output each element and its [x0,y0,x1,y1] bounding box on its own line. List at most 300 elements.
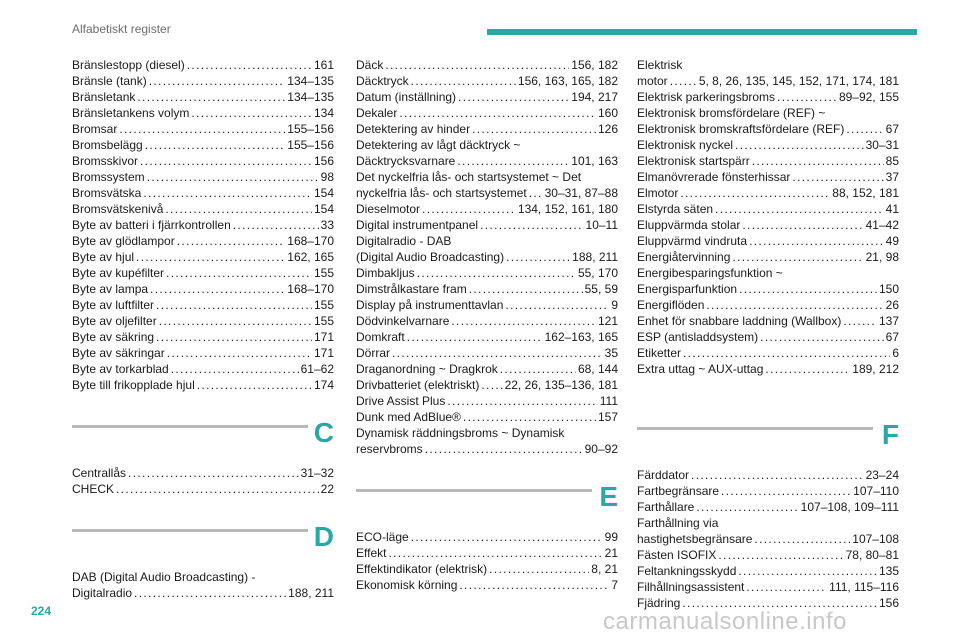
index-entry[interactable] [356,265,618,281]
header-title: Alfabetiskt register [72,22,171,36]
entry-pages: 41 [885,202,899,216]
dot-leader [150,281,285,297]
dot-leader [739,281,877,297]
entry-term: Byte av säkringar [72,346,165,360]
entry-term: Digital instrumentpanel [356,218,479,232]
section-header-e [356,479,618,523]
entry-term: Farthållare [637,500,695,514]
entry-term: Effektindikator (elektrisk) [356,562,488,576]
entry-term: Effekt [356,546,387,560]
dot-leader [752,153,884,169]
dot-leader [116,481,319,497]
dot-leader [458,89,569,105]
dot-leader [754,531,850,547]
index-entry[interactable] [72,73,334,89]
entry-pages: 111, 115–116 [829,580,899,594]
entry-pages: 154 [313,202,334,216]
entry-pages: 41–42 [865,218,899,232]
index-entry[interactable] [356,217,618,233]
entry-pages: 162, 165 [287,250,334,264]
dot-leader [670,73,697,89]
entry-pages: 154 [313,186,334,200]
entry-term: Dödvinkelvarnare [356,314,450,328]
index-entry[interactable] [356,57,618,73]
entry-pages: 161 [313,58,334,72]
index-entry[interactable] [356,281,618,297]
entry-pages: 194, 217 [571,90,618,104]
entry-pages: 188, 211 [572,250,618,264]
entry-term: Byte av säkring [72,330,155,344]
entry-term: Bromsvätska [72,186,142,200]
index-entry[interactable] [72,105,334,121]
dot-leader [167,345,312,361]
dot-leader [457,153,569,169]
dot-leader [417,265,576,281]
index-entry[interactable] [72,313,334,329]
dot-leader [749,233,884,249]
entry-term: Byte av oljefilter [72,314,157,328]
index-entry[interactable] [72,57,334,73]
index-entry[interactable] [72,217,334,233]
dot-leader [159,313,312,329]
index-entry[interactable] [72,345,334,361]
entry-list-c [72,465,334,497]
entry-pages: 22 [320,482,334,496]
index-entry[interactable] [637,153,899,169]
entry-term: Digitalradio [72,586,133,600]
entry-term: Byte av hjul [72,250,135,264]
index-entry[interactable] [356,545,618,561]
entry-pages: 134 [313,106,334,120]
dot-leader [143,185,312,201]
index-entry[interactable] [356,577,618,593]
index-entry[interactable] [637,313,899,329]
index-entry[interactable] [637,249,899,265]
entry-term: Datum (inställning) [356,90,457,104]
entry-term: Eluppvärmd vindruta [637,234,748,248]
dot-leader [846,121,883,137]
index-entry[interactable] [637,137,899,153]
entry-term: Eluppvärmda stolar [637,218,741,232]
entry-term: (Digital Audio Broadcasting) [356,250,505,264]
section-letter: C [313,417,334,448]
entry-pages: 155 [313,314,334,328]
entry-pages: 155–156 [287,122,334,136]
index-entry[interactable] [356,345,618,361]
entry-pages: 35 [604,346,618,360]
index-entry[interactable] [356,185,618,201]
entry-pages: 98 [320,170,334,184]
dot-leader [134,585,286,601]
entry-pages: 134–135 [287,74,334,88]
entry-pages: 55, 170 [577,266,618,280]
dot-leader [706,297,883,313]
dot-leader [191,105,312,121]
index-entry[interactable] [637,185,899,201]
entry-term: Byte av lampa [72,282,149,296]
dot-leader [145,137,286,153]
index-entry[interactable] [356,361,618,377]
index-column-2 [356,57,618,593]
index-entry[interactable] [637,467,899,483]
index-entry[interactable] [637,297,899,313]
index-entry[interactable] [72,297,334,313]
index-entry[interactable] [356,249,618,265]
dot-leader [683,345,890,361]
entry-term: Dekaler [356,106,398,120]
entry-list-e [356,529,618,593]
entry-term: Elstyrda säten [637,202,714,216]
entry-term: Detektering av hinder [356,122,471,136]
entry-term: Däck [356,58,384,72]
entry-term: ECO-läge [356,530,409,544]
dot-leader [156,297,312,313]
entry-term: Etiketter [637,346,682,360]
dot-leader [696,499,798,515]
entry-pages: 6 [892,346,899,360]
header-accent-bar [487,29,917,35]
dot-leader [680,185,830,201]
entry-term: Däcktrycksvarnare [356,154,456,168]
dot-leader [691,467,864,483]
entry-term: Centrallås [72,466,127,480]
entry-term: Bromssystem [72,170,145,184]
index-entry[interactable] [72,377,334,393]
index-entry[interactable] [637,73,899,89]
entry-term: Energisparfunktion [637,282,738,296]
dot-leader [459,577,609,593]
entry-line: DAB (Digital Audio Broadcasting) - [72,570,256,584]
section-header-f [637,417,899,461]
section-letter: E [599,481,618,512]
index-entry[interactable] [637,329,899,345]
entry-pages: 157 [597,410,618,424]
dot-leader [472,121,596,137]
entry-pages: 107–108 [852,532,899,546]
dot-leader [422,201,516,217]
index-entry[interactable] [356,561,618,577]
entry-pages: 189, 212 [852,362,899,376]
dot-leader [765,361,850,377]
watermark: carmanualsonline.info [603,608,847,635]
dot-leader [149,73,286,89]
dot-leader [760,329,883,345]
dot-leader [171,361,299,377]
entry-line: Farthållning via [637,516,719,530]
entry-line: Energibesparingsfunktion ~ [637,266,783,280]
entry-pages: 150 [878,282,899,296]
entry-pages: 171 [313,346,334,360]
entry-pages: 126 [597,122,618,136]
entry-term: motor [637,74,668,88]
entry-line: Det nyckelfria lås- och startsystemet ~ Det [356,170,582,184]
entry-pages: 68, 144 [577,362,618,376]
dot-leader [392,345,603,361]
entry-pages: 61–62 [300,362,334,376]
entry-term: Bränsle (tank) [72,74,147,88]
entry-term: Fästen ISOFIX [637,548,717,562]
entry-term: Display på instrumenttavlan [356,298,504,312]
index-entry[interactable] [356,441,618,457]
entry-term: Extra uttag ~ AUX-uttag [637,362,764,376]
entry-term: Drive Assist Plus [356,394,446,408]
entry-term: Energiåtervinning [637,250,731,264]
dot-leader [463,409,596,425]
index-entry[interactable] [356,409,618,425]
dot-leader [843,313,877,329]
entry-term: Byte av torkarblad [72,362,169,376]
index-entry[interactable] [72,201,334,217]
entry-term: Byte av kupéfilter [72,266,165,280]
entry-term: Dimbakljus [356,266,415,280]
entry-term: hastighetsbegränsare [637,532,753,546]
entry-term: Byte av glödlampor [72,234,175,248]
entry-pages: 8, 21 [591,562,618,576]
entry-pages: 160 [597,106,618,120]
entry-term: Draganordning ~ Dragkrok [356,362,498,376]
entry-term: Ekonomisk körning [356,578,458,592]
index-entry[interactable] [637,121,899,137]
index-entry[interactable] [356,121,618,137]
index-entry[interactable] [356,89,618,105]
index-entry[interactable] [72,89,334,105]
entry-term: Däcktryck [356,74,409,88]
entry-term: Byte av luftfilter [72,298,155,312]
entry-line: Digitalradio - DAB [356,234,452,248]
page-number: 224 [31,604,52,618]
section-header-d [72,519,334,563]
index-entry[interactable] [72,361,334,377]
index-entry[interactable] [637,201,899,217]
entry-line: Elektronisk bromsfördelare (REF) ~ [637,106,826,120]
index-entry[interactable] [356,153,618,169]
dot-leader [165,201,312,217]
entry-pages: 9 [611,298,618,312]
section-rule [72,529,308,532]
entry-term: Bromsbelägg [72,138,143,152]
entry-pages: 30–31, 87–88 [544,186,618,200]
entry-term: Bränslestopp (diesel) [72,58,185,72]
index-entry[interactable] [72,481,334,497]
entry-pages: 156, 182 [571,58,618,72]
index-entry[interactable] [637,217,899,233]
dot-leader [735,137,864,153]
entry-pages: 90–92 [584,442,618,456]
entry-term: ESP (antisladdsystem) [637,330,759,344]
dot-leader [738,563,877,579]
dot-leader [140,153,312,169]
entry-pages: 88, 152, 181 [832,186,899,200]
dot-leader [137,89,285,105]
entry-term: Dunk med AdBlue® [356,410,461,424]
index-entry[interactable] [637,531,899,547]
entry-pages: 156, 163, 165, 182 [517,74,618,88]
entry-pages: 174 [313,378,334,392]
entry-pages: 30–31 [865,138,899,152]
dot-leader [715,201,884,217]
index-entry[interactable] [637,281,899,297]
entry-term: Feltankningsskydd [637,564,737,578]
dot-leader [147,169,319,185]
entry-pages: 155–156 [287,138,334,152]
entry-pages: 107–110 [853,484,899,498]
entry-term: Färddator [637,468,690,482]
dot-leader [721,483,851,499]
index-entry[interactable] [356,329,618,345]
entry-line: Dynamisk räddningsbroms ~ Dynamisk [356,426,565,440]
entry-term: Drivbatteriet (elektriskt) [356,378,480,392]
entry-term: Dörrar [356,346,391,360]
entry-pages: 21, 98 [865,250,899,264]
index-entry[interactable] [637,563,899,579]
index-entry[interactable] [637,547,899,563]
entry-term: Fartbegränsare [637,484,720,498]
dot-leader [480,217,583,233]
entry-term: reservbroms [356,442,423,456]
dot-leader [718,547,843,563]
index-entry[interactable] [637,169,899,185]
dot-leader [411,73,516,89]
index-entry[interactable] [637,579,899,595]
index-entry[interactable] [72,169,334,185]
entry-term: Fjädring [637,596,681,610]
entry-term: Bränsletankens volym [72,106,190,120]
index-entry[interactable] [72,121,334,137]
index-entry[interactable] [356,201,618,217]
dot-leader [388,545,602,561]
entry-pages: 168–170 [287,282,334,296]
index-entry[interactable] [356,105,618,121]
entry-term: Bromsvätskenivå [72,202,164,216]
dot-leader [746,579,827,595]
index-entry[interactable] [72,585,334,601]
index-entry[interactable] [356,313,618,329]
dot-leader [119,121,285,137]
entry-pages: 23–24 [865,468,899,482]
entry-pages: 134–135 [287,90,334,104]
dot-leader [136,249,285,265]
entry-pages: 85 [885,154,899,168]
index-entry[interactable] [72,281,334,297]
entry-pages: 134, 152, 161, 180 [517,202,618,216]
entry-term: Enhet för snabbare laddning (Wallbox) [637,314,842,328]
dot-leader [233,217,319,233]
dot-leader [425,441,583,457]
entry-line: Elektrisk [637,58,683,72]
index-entry[interactable] [72,329,334,345]
index-entry[interactable] [72,265,334,281]
entry-term: Bromsar [72,122,118,136]
entry-pages: 99 [604,530,618,544]
index-entry[interactable] [72,153,334,169]
entry-term: Elektronisk bromskraftsfördelare (REF) [637,122,845,136]
entry-pages: 37 [885,170,899,184]
entry-term: Elektronisk nyckel [637,138,734,152]
entry-pages: 137 [878,314,899,328]
dot-leader [399,105,596,121]
index-entry[interactable] [637,233,899,249]
entry-pages: 168–170 [287,234,334,248]
index-column-1 [72,57,334,601]
entry-pages: 33 [320,218,334,232]
index-column-3 [637,57,899,611]
entry-pages: 22, 26, 135–136, 181 [504,378,618,392]
index-entry[interactable] [72,137,334,153]
entry-pages: 21 [604,546,618,560]
dot-leader [447,393,597,409]
entry-pages: 78, 80–81 [845,548,899,562]
index-entry[interactable] [637,89,899,105]
entry-term: Energiflöden [637,298,705,312]
dot-leader [166,265,312,281]
index-entry[interactable] [637,361,899,377]
entry-term: Dieselmotor [356,202,421,216]
index-entry[interactable] [637,499,899,515]
index-entry[interactable] [72,465,334,481]
index-entry[interactable] [356,529,618,545]
entry-pages: 188, 211 [288,586,334,600]
index-entry[interactable] [72,233,334,249]
index-entry[interactable] [356,297,618,313]
entry-list-b [72,57,334,393]
entry-pages: 101, 163 [571,154,618,168]
entry-term: Elektronisk startspärr [637,154,750,168]
entry-term: Elektrisk parkeringsbroms [637,90,776,104]
entry-pages: 121 [597,314,618,328]
entry-pages: 26 [885,298,899,312]
entry-line: Detektering av lågt däcktryck ~ [356,138,521,152]
entry-pages: 107–108, 109–111 [800,500,899,514]
dot-leader [177,233,286,249]
entry-term: nyckelfria lås- och startsystemet [356,186,527,200]
entry-term: Dimstrålkastare fram [356,282,467,296]
dot-leader [777,89,837,105]
dot-leader [505,297,609,313]
entry-pages: 49 [885,234,899,248]
index-entry[interactable] [356,393,618,409]
entry-term: Domkraft [356,330,405,344]
dot-leader [156,329,312,345]
dot-leader [451,313,596,329]
entry-pages: 55, 59 [584,282,618,296]
dot-leader [500,361,576,377]
entry-term: Elmotor [637,186,679,200]
dot-leader [469,281,583,297]
index-entry[interactable] [637,483,899,499]
index-entry[interactable] [356,377,618,393]
dot-leader [742,217,863,233]
entry-pages: 111 [599,394,618,408]
index-entry[interactable] [72,185,334,201]
section-letter: D [313,521,334,552]
index-entry[interactable] [637,345,899,361]
dot-leader [481,377,502,393]
entry-pages: 67 [885,330,899,344]
entry-term: Byte till frikopplade hjul [72,378,195,392]
entry-pages: 155 [313,298,334,312]
section-rule [637,427,873,430]
entry-pages: 10–11 [585,218,618,232]
entry-pages: 89–92, 155 [838,90,899,104]
dot-leader [506,249,570,265]
entry-pages: 135 [878,564,899,578]
index-entry[interactable] [356,73,618,89]
entry-term: CHECK [72,482,115,496]
index-entry[interactable] [72,249,334,265]
section-rule [356,489,592,492]
dot-leader [128,465,299,481]
entry-pages: 31–32 [300,466,334,480]
